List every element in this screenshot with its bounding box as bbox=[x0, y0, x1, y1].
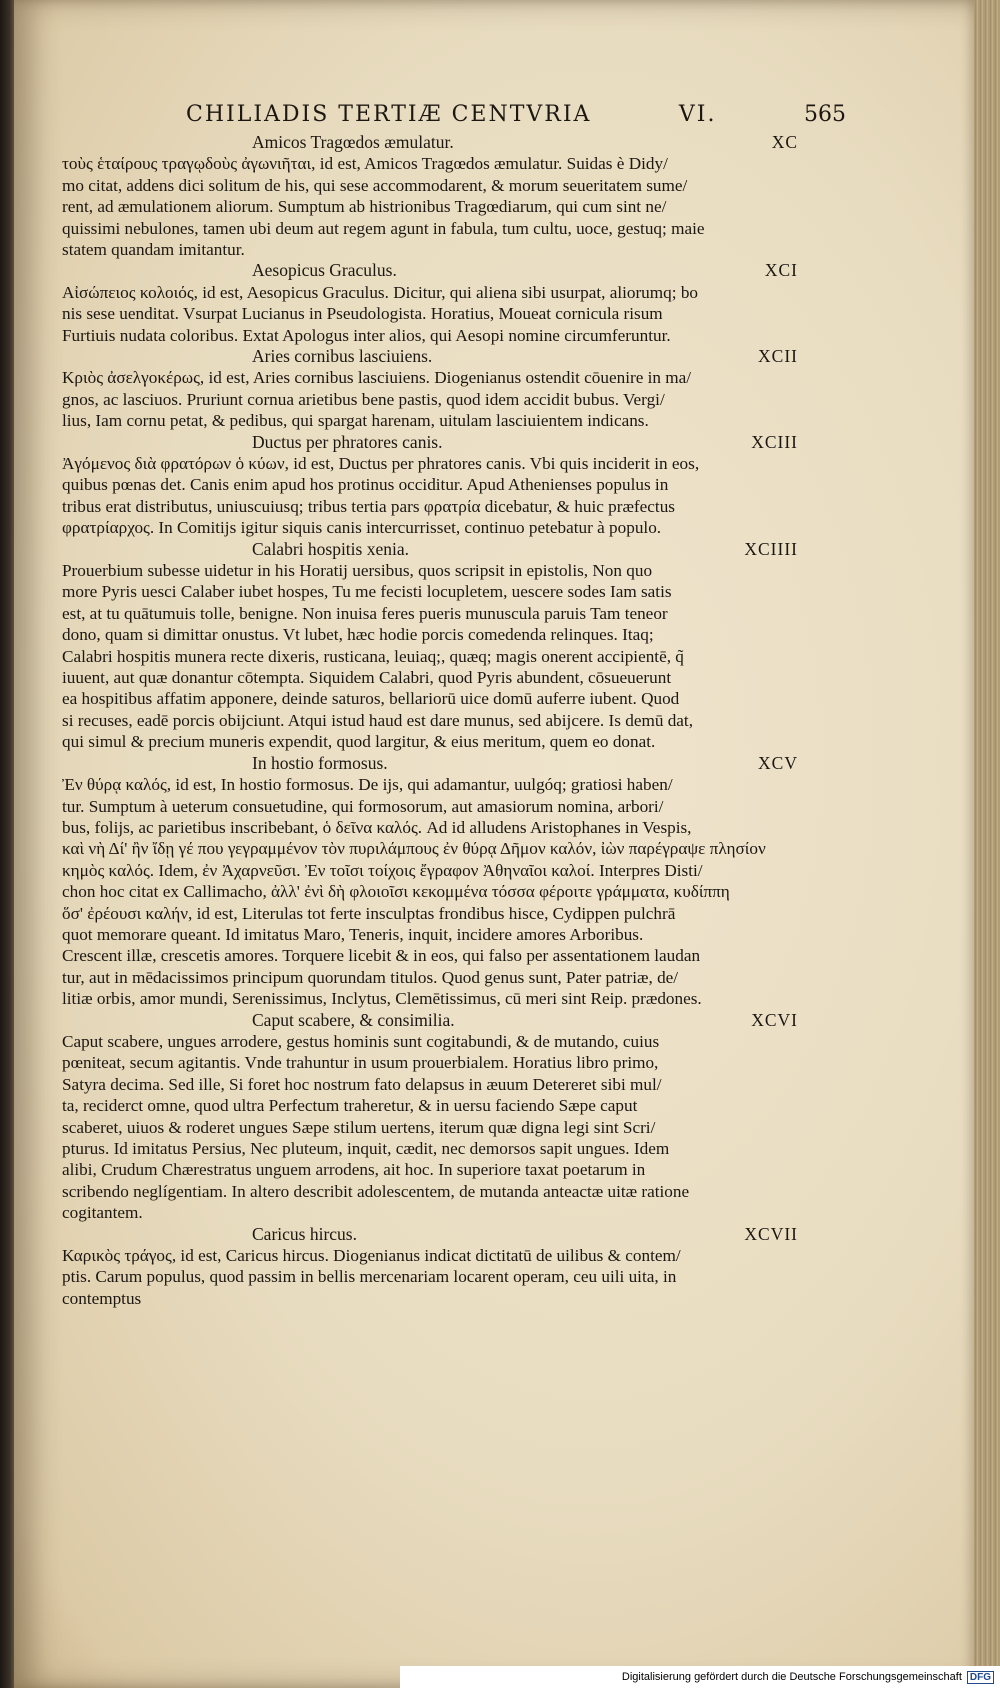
running-head-title: CHILIADIS TERTIÆ CENTVRIA bbox=[186, 102, 592, 127]
entry-title: Amicos Tragœdos æmulatur. bbox=[252, 132, 454, 152]
text-line: dono, quam si dimittar onustus. Vt lubet, hæc hodie porcis comedenda relinques. Itaq; bbox=[62, 625, 654, 645]
entry-heading bbox=[62, 539, 798, 560]
text-line: καὶ νὴ Δί' ἢν ἴδῃ γέ που γεγραμμένον τὸν πυριλάμπους ἐν θύρᾳ Δῆμον καλόν, ἰὼν παρέγραψε πλησίον bbox=[62, 839, 766, 859]
text-line: Ἐν θύρᾳ καλός, id est, In hostio formosus. De ijs, qui adamantur, uulgóq; gratiosi haben/ bbox=[62, 775, 673, 795]
entry-title: Aries cornibus lasciuiens. bbox=[252, 346, 433, 367]
text-line: iuuent, aut quæ donantur cōtempta. Siquidem Calabri, quod Pyris abundent, cōsueuerunt bbox=[62, 668, 672, 688]
entry-title: In hostio formosus. bbox=[252, 752, 388, 773]
text-line: scribendo neglígentiam. In altero describit adolescentem, de mutanda anteactæ uitæ ratione bbox=[62, 1181, 690, 1201]
text-line: scaberet, uiuos & roderet ungues Sæpe stilum uertens, iterum quæ digna legi sint Scri/ bbox=[62, 1117, 656, 1137]
footer-credit: Digitalisierung gefördert durch die Deutsche Forschungsgemeinschaft bbox=[621, 1671, 962, 1683]
text-line: mo citat, addens dici solitum de his, qui sese accommodarent, & morum seueritatem sume/ bbox=[62, 175, 688, 195]
entry-heading bbox=[62, 1010, 798, 1031]
entry-title: Aesopicus Graculus. bbox=[252, 260, 397, 281]
text-line: Κριὸς ἀσελγοκέρως, id est, Aries cornibus lasciuiens. Diogenianus ostendit cōuenire in ma/ bbox=[62, 368, 692, 388]
entry-heading bbox=[62, 132, 798, 153]
page-text-body bbox=[62, 132, 798, 1309]
entry-number: XC bbox=[771, 132, 798, 152]
entry-number: XCV bbox=[758, 752, 798, 773]
text-line: tur. Sumptum à ueterum consuetudine, qui formosorum, aut amasiorum nomina, arbori/ bbox=[62, 796, 664, 816]
entry-number: XCVII bbox=[744, 1223, 798, 1244]
text-line: ὅσ' ἐρέουσι καλήν, id est, Literulas tot ferte insculptas frondibus hisce, Cydippen pulchrā bbox=[62, 903, 676, 923]
text-line: κημὸς καλός. Idem, ἐν Ἀχαρνεῦσι. Ἐν τοῖσι τοίχοις ἔγραφον Ἀθηναῖοι καλοί. Interpres Disti/ bbox=[62, 860, 703, 880]
text-line: Ἀγόμενος διὰ φρατόρων ὁ κύων, id est, Ductus per phratores canis. Vbi quis inciderit in eos, bbox=[62, 454, 700, 474]
text-line: ea hospitibus affatim apponere, deinde saturos, bellariorū uice domū auferre iubent. Quod bbox=[62, 689, 680, 709]
entry-number: XCVI bbox=[751, 1009, 798, 1030]
text-line: Crescent illæ, crescetis amores. Torquere licebit & in eos, qui falso per assentationem laudan bbox=[62, 946, 701, 966]
text-line: Satyra decima. Sed ille, Si foret hoc nostrum fato delapsus in æuum Detereret sibi mul/ bbox=[62, 1074, 662, 1094]
text-line: Calabri hospitis munera recte dixeris, rusticana, leuiaq;, quæq; magis onerent accipientē, q̃ bbox=[62, 646, 684, 666]
text-line: nis sese uenditat. Vsurpat Lucianus in Pseudologista. Horatius, Moueat cornicula risum bbox=[62, 304, 663, 324]
entry-title: Caricus hircus. bbox=[252, 1223, 357, 1244]
text-line: tur, aut in mēdacissimos principum quorundam titulos. Quod genus sunt, Pater patriæ, de/ bbox=[62, 967, 679, 987]
entry-heading bbox=[62, 1224, 798, 1245]
entry-heading bbox=[62, 753, 798, 774]
text-line: quibus pœnas det. Canis enim apud hos protinus occiditur. Apud Athenienses populus in bbox=[62, 475, 669, 495]
text-line: quot memorare queant. Id imitatus Maro, Teneris, inquit, incidere amores Arboribus. bbox=[62, 924, 644, 944]
text-line: alibi, Crudum Chærestratus unguem arrodens, ait hoc. In superiore taxat poetarum in bbox=[62, 1160, 646, 1180]
text-line: ta, reciderct omne, quod ultra Perfectum traheretur, & in uersu faciendo Sæpe caput bbox=[62, 1096, 638, 1116]
text-line: si recuses, eadē porcis obijciunt. Atqui istud haud est dare munus, sed abijcere. Is demū dat, bbox=[62, 710, 694, 730]
running-head bbox=[186, 102, 846, 127]
text-line: statem quandam imitantur. bbox=[62, 240, 245, 260]
text-line: Caput scabere, ungues arrodere, gestus hominis sunt cogitabundi, & de mutando, cuius bbox=[62, 1031, 660, 1051]
entry-heading bbox=[62, 432, 798, 453]
text-line: pturus. Id imitatus Persius, Nec pluteum, inquit, cædit, nec demorsos sapit ungues. Idem bbox=[62, 1138, 670, 1158]
text-line: φρατρίαρχος. In Comitijs igitur siquis canis intercurrisset, continuo petebatur à populo. bbox=[62, 518, 662, 538]
text-line: Καρικὸς τράγος, id est, Caricus hircus. Diogenianus indicat dictitatū de uilibus & contem/ bbox=[62, 1246, 681, 1265]
text-line: more Pyris uesci Calaber iubet hospes, Tu me fecisti locupletem, uescere sodes Iam satis bbox=[62, 582, 672, 602]
text-line: lius, Iam cornu petat, & pedibus, qui spargat harenam, uitulam lasciuientem indicans. bbox=[62, 411, 649, 431]
digitization-footer bbox=[400, 1666, 1000, 1688]
text-line: cogitantem. bbox=[62, 1203, 143, 1223]
entry-title: Calabri hospitis xenia. bbox=[252, 538, 409, 559]
dfg-logo: DFG bbox=[967, 1671, 994, 1684]
text-line: rent, ad æmulationem aliorum. Sumptum ab histrionibus Tragœdiarum, qui cum sint ne/ bbox=[62, 197, 667, 217]
text-line: Prouerbium subesse uidetur in his Horatij uersibus, quos scripsit in epistolis, Non quo bbox=[62, 561, 653, 581]
text-line: ptis. Carum populus, quod passim in bellis mercenariam locarent operam, ceu uili uita, in bbox=[62, 1267, 677, 1287]
text-line: litiæ orbis, amor mundi, Serenissimus, Inclytus, Clemētissimus, cū meri sint Reip. prædones. bbox=[62, 989, 702, 1009]
text-line: bus, folijs, ac parietibus inscribebant, ὁ δεῖνα καλός. Ad id alludens Aristophanes in Vespis, bbox=[62, 817, 692, 837]
entry-title: Caput scabere, & consimilia. bbox=[252, 1009, 455, 1030]
page-number: 565 bbox=[803, 102, 846, 127]
entry-number: XCII bbox=[758, 346, 798, 367]
entry-number: XCIII bbox=[751, 431, 798, 452]
text-line: qui simul & precium muneris expendit, quod largitur, & eius meritum, quem eo donat. bbox=[62, 732, 656, 752]
entry-number: XCI bbox=[764, 260, 798, 281]
entry-heading bbox=[62, 260, 798, 281]
entry-number: XCIIII bbox=[744, 538, 798, 559]
running-head-section: VI. bbox=[678, 102, 717, 127]
book-fore-edge bbox=[974, 0, 1000, 1688]
text-line: Furtiuis nudata coloribus. Extat Apologus inter alios, qui Aesopi nomine circumferuntur. bbox=[62, 325, 671, 345]
text-line: est, at tu quātumuis tolle, benigne. Non inuisa feres pueris munuscula paruis Tam teneor bbox=[62, 603, 668, 623]
text-line: pœniteat, secum agitantis. Vnde trahuntur in usum prouerbialem. Horatius libro primo, bbox=[62, 1053, 659, 1073]
text-line: contemptus bbox=[62, 1288, 142, 1308]
text-line: gnos, ac lasciuos. Pruriunt cornua arietibus bene pastis, quod idem accidit bubus. Vergi/ bbox=[62, 389, 665, 409]
text-line: tribus erat distributus, uniuscuiusq; tribus tertia pars φρατρία dicebatur, & huic præfectus bbox=[62, 496, 675, 516]
entry-title: Ductus per phratores canis. bbox=[252, 431, 443, 452]
text-line: Αἰσώπειος κολοιός, id est, Aesopicus Graculus. Dicitur, qui aliena sibi usurpat, aliorumq; bo bbox=[62, 282, 699, 302]
book-page bbox=[14, 0, 976, 1688]
text-line: chon hoc citat ex Callimacho, ἀλλ' ἐνὶ δὴ φλοιοῖσι κεκομμένα τόσσα φέροιτε γράμματα, κυδίππη bbox=[62, 882, 730, 902]
text-line: quissimi nebulones, tamen ubi deum aut regem agunt in fabula, tum cultu, uoce, gestuq; maie bbox=[62, 218, 705, 238]
entry-heading bbox=[62, 346, 798, 367]
text-line: τοὺς ἑταίρους τραγῳδοὺς ἀγωνιῆται, id est, Amicos Tragœdos æmulatur. Suidas è Didy/ bbox=[62, 154, 668, 174]
